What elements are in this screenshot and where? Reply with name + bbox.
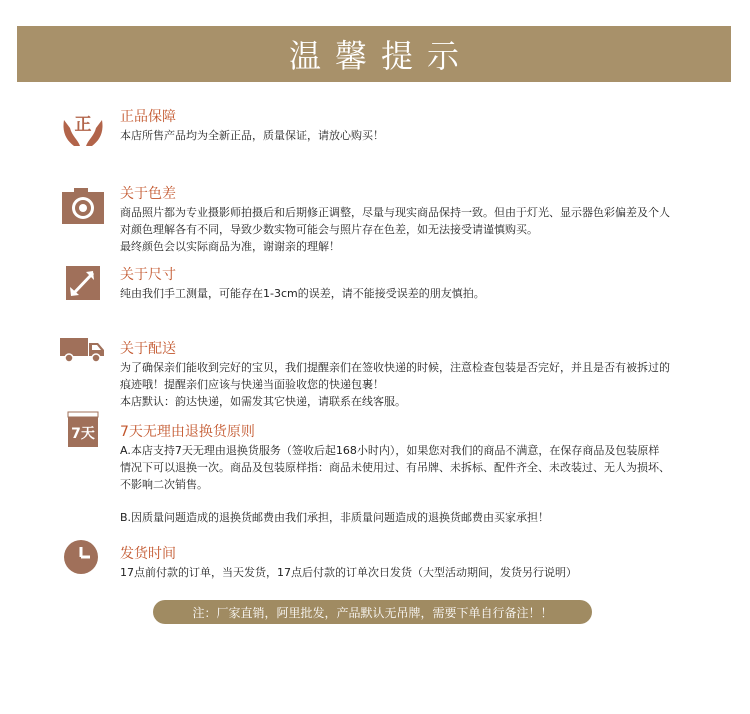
resize-arrow-icon bbox=[60, 266, 106, 302]
delivery-truck-icon bbox=[60, 336, 106, 364]
footer-note-text: 注：厂家直销，阿里批发，产品默认无吊牌，需要下单自行备注！！ bbox=[192, 605, 553, 620]
section-line: 痕迹哦！提醒亲们应该与快递当面验收您的快递包裹！ bbox=[120, 378, 384, 391]
section-line: 最终颜色会以实际商品为准，谢谢亲的理解！ bbox=[120, 240, 340, 253]
section-line: 商品照片都为专业摄影师拍摄后和后期修正调整，尽量与现实商品保持一致。但由于灯光、显示器色彩偏差及个人 bbox=[120, 206, 670, 219]
footer-note bbox=[153, 600, 592, 624]
section-text bbox=[120, 266, 720, 302]
section-text bbox=[120, 340, 720, 410]
section-line: 情况下可以退换一次。商品及包装原样指：商品未使用过、有吊牌、未拆标、配件齐全、未改装过、无人为损坏、 bbox=[120, 461, 670, 474]
section-text bbox=[120, 423, 720, 526]
svg-text:7天: 7天 bbox=[71, 426, 95, 442]
section-title: 关于配送 bbox=[120, 341, 176, 357]
section-line: 本店所售产品均为全新正品，质量保证，请放心购买！ bbox=[120, 129, 384, 142]
section-text bbox=[120, 108, 720, 144]
section-title: 7天无理由退换货原则 bbox=[120, 424, 255, 440]
section-title: 发货时间 bbox=[120, 546, 176, 562]
seven-day-calendar-icon bbox=[60, 411, 106, 449]
section-text bbox=[120, 545, 720, 581]
section-line: 17点前付款的订单，当天发货，17点后付款的订单次日发货（大型活动期间，发货另行说明） bbox=[120, 566, 577, 579]
section-title: 关于色差 bbox=[120, 186, 176, 202]
camera-icon bbox=[60, 186, 106, 226]
svg-text:正: 正 bbox=[74, 115, 92, 135]
section-line: 对颜色理解各有不同，导致少数实物可能会与照片存在色差，如无法接受请谨慎购买。 bbox=[120, 223, 538, 236]
section-text bbox=[120, 185, 720, 255]
header-banner bbox=[17, 26, 731, 82]
section-line: B.因质量问题造成的退换货邮费由我们承担，非质量问题造成的退换货邮费由买家承担！ bbox=[120, 511, 550, 524]
page-title: 温馨提示 bbox=[288, 37, 473, 75]
section-line: 为了确保亲们能收到完好的宝贝，我们提醒亲们在签收快递的时候，注意检查包装是否完好，并且是否有被拆过的 bbox=[120, 361, 670, 374]
section-line: A.本店支持7天无理由退换货服务（签收后起168小时内），如果您对我们的商品不满意，在保存商品及包装原样 bbox=[120, 444, 660, 457]
genuine-hands-icon bbox=[60, 110, 106, 150]
section-line: 本店默认：韵达快递，如需发其它快递，请联系在线客服。 bbox=[120, 395, 406, 408]
section-line: 不影响二次销售。 bbox=[120, 478, 208, 491]
section-title: 关于尺寸 bbox=[120, 267, 176, 283]
section-line: 纯由我们手工测量，可能存在1-3cm的误差，请不能接受误差的朋友慎拍。 bbox=[120, 287, 485, 300]
section-title: 正品保障 bbox=[120, 109, 176, 125]
clock-icon bbox=[60, 539, 106, 575]
